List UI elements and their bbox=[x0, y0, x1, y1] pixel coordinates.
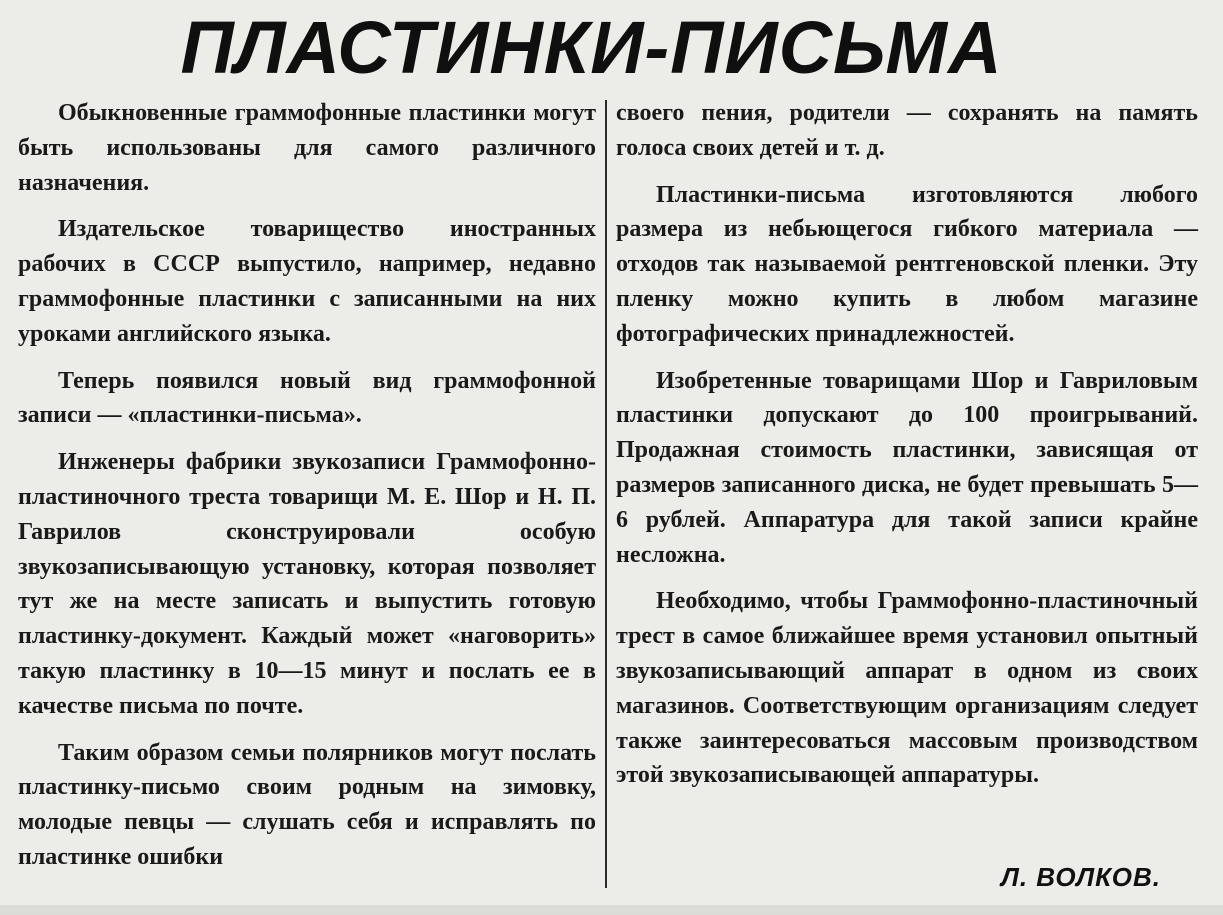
paragraph-right-4: Необходимо, чтобы Граммофонно-пластиночный трест в самое ближайшее время установил опытный звукозаписывающий аппарат в одном из своих магазинов. Соответствующим организациям следует также заинтересоваться массовым производством этой звукозаписывающей аппаратуры. bbox=[616, 588, 1198, 789]
column-divider bbox=[605, 100, 607, 888]
paragraph-right-1: своего пения, родители — сохранять на память голоса своих детей и т. д. bbox=[616, 100, 1198, 161]
article-headline: ПЛАСТИНКИ-ПИСЬМА bbox=[180, 6, 1003, 89]
paragraph-left-4: Инженеры фабрики звукозаписи Граммофонно-пластиночного треста товарищи М. Е. Шор и Н. П. Гаврилов сконструировали особую звукозаписывающую установку, которая позволяет тут же на месте записать и выпустить готовую пластинку-документ. Каждый может «наговорить» такую пластинку в 10—15 минут и послать ее в качестве письма по почте. bbox=[18, 449, 596, 719]
paragraph-left-3: Теперь появился новый вид граммофонной записи — «пластинки-письма». bbox=[18, 367, 596, 429]
page-bottom-edge bbox=[0, 905, 1223, 915]
paragraph-right-3: Изобретенные товарищами Шор и Гавриловым пластинки допускают до 100 проигрываний. Продажная стоимость пластинки, зависящая от размеров записанного диска, не будет превышать 5—6 рублей. Аппаратура для такой записи крайне несложна. bbox=[616, 367, 1198, 568]
author-signature: Л. ВОЛКОВ. bbox=[1000, 862, 1161, 892]
article-left-column bbox=[18, 96, 596, 887]
paragraph-left-5: Таким образом семьи полярников могут послать пластинку-письмо своим родным на зимовку, молодые певцы — слушать себя и исправлять по пластинке ошибки bbox=[18, 739, 596, 870]
article-right-column bbox=[616, 96, 1198, 805]
paragraph-right-2: Пластинки-письма изготовляются любого размера из небьющегося гибкого материала — отходов так называемой рентгеновской пленки. Эту пленку можно купить в любом магазине фотографических принадлежностей. bbox=[616, 181, 1198, 347]
paragraph-left-1: Обыкновенные граммофонные пластинки могут быть использованы для самого различного назначения. bbox=[18, 100, 596, 196]
paragraph-left-2: Издательское товарищество иностранных рабочих в СССР выпустило, например, недавно граммофонные пластинки с записанными на них уроками английского языка. bbox=[18, 216, 596, 347]
